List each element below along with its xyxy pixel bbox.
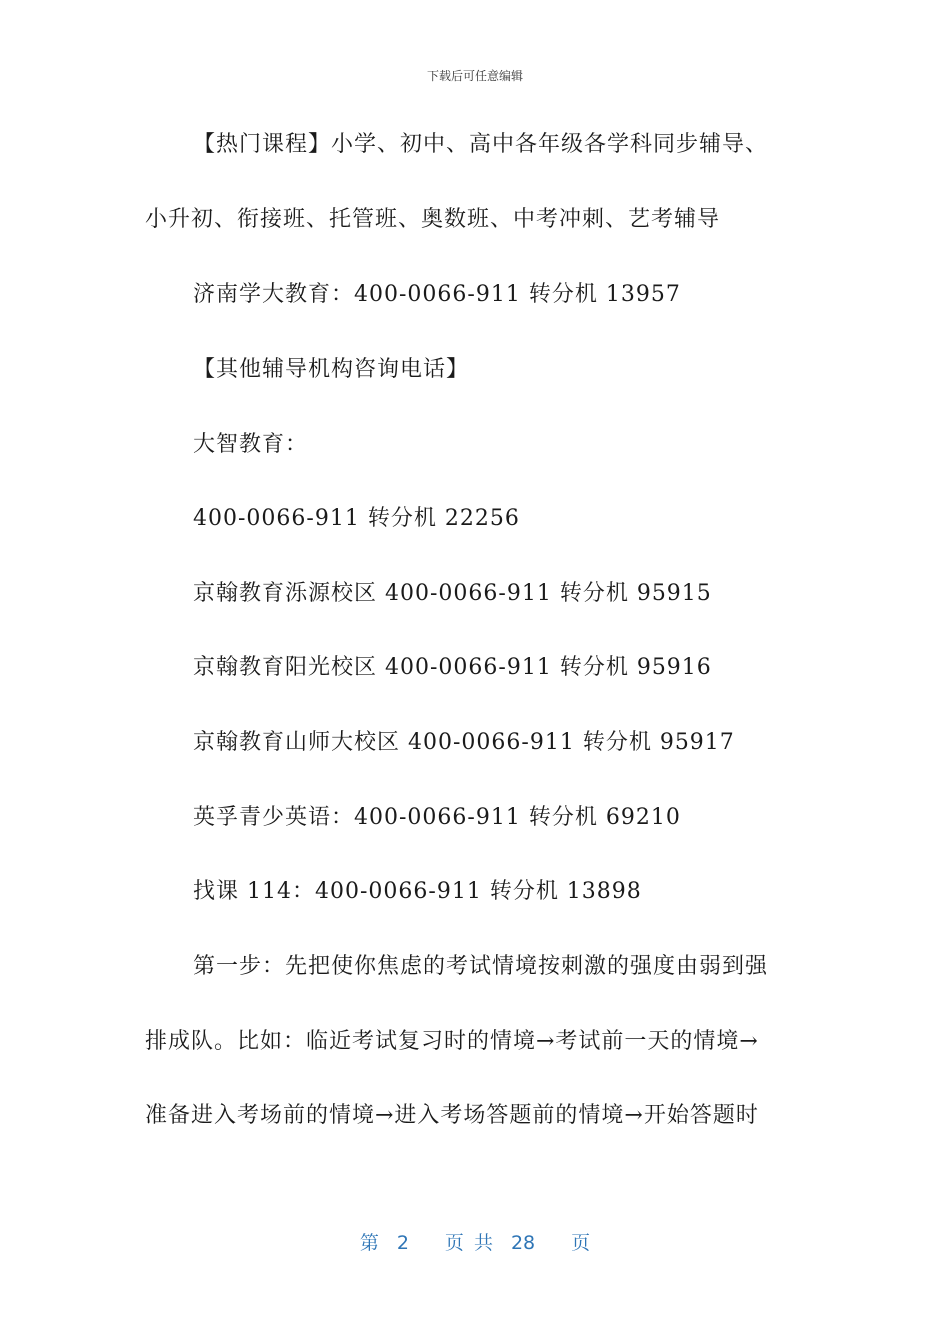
paragraph-line: 京翰教育山师大校区 400-0066-911 转分机 95917: [193, 730, 735, 755]
paragraph-line: 大智教育：: [193, 432, 309, 457]
paragraph-line: 第一步：先把使你焦虑的考试情境按刺激的强度由弱到强: [193, 954, 769, 979]
paragraph-line: 京翰教育泺源校区 400-0066-911 转分机 95915: [193, 581, 712, 606]
paragraph-line: 400-0066-911 转分机 22256: [193, 506, 520, 531]
paragraph-line: 找课 114：400-0066-911 转分机 13898: [193, 879, 642, 904]
paragraph-line: 济南学大教育：400-0066-911 转分机 13957: [193, 282, 681, 307]
paragraph-line: 排成队。比如：临近考试复习时的情境→考试前一天的情境→: [145, 1029, 759, 1054]
page-footer: [0, 1228, 950, 1255]
header-note: 下载后可任意编辑: [426, 69, 523, 83]
footer-suffix: 页: [571, 1232, 591, 1254]
footer-total-pages: 28: [510, 1232, 536, 1254]
footer-middle: 页 共: [444, 1232, 493, 1254]
footer-prefix: 第: [359, 1232, 379, 1254]
paragraph-line: 英孚青少英语：400-0066-911 转分机 69210: [193, 805, 681, 830]
paragraph-line: 【其他辅导机构咨询电话】: [193, 357, 470, 382]
paragraph-line: 【热门课程】小学、初中、高中各年级各学科同步辅导、: [193, 132, 769, 157]
paragraph-line: 小升初、衔接班、托管班、奥数班、中考冲刺、艺考辅导: [145, 207, 721, 232]
paragraph-line: 准备进入考场前的情境→进入考场答题前的情境→开始答题时: [145, 1103, 759, 1128]
footer-page-number: 2: [396, 1232, 409, 1254]
paragraph-line: 京翰教育阳光校区 400-0066-911 转分机 95916: [193, 655, 712, 680]
